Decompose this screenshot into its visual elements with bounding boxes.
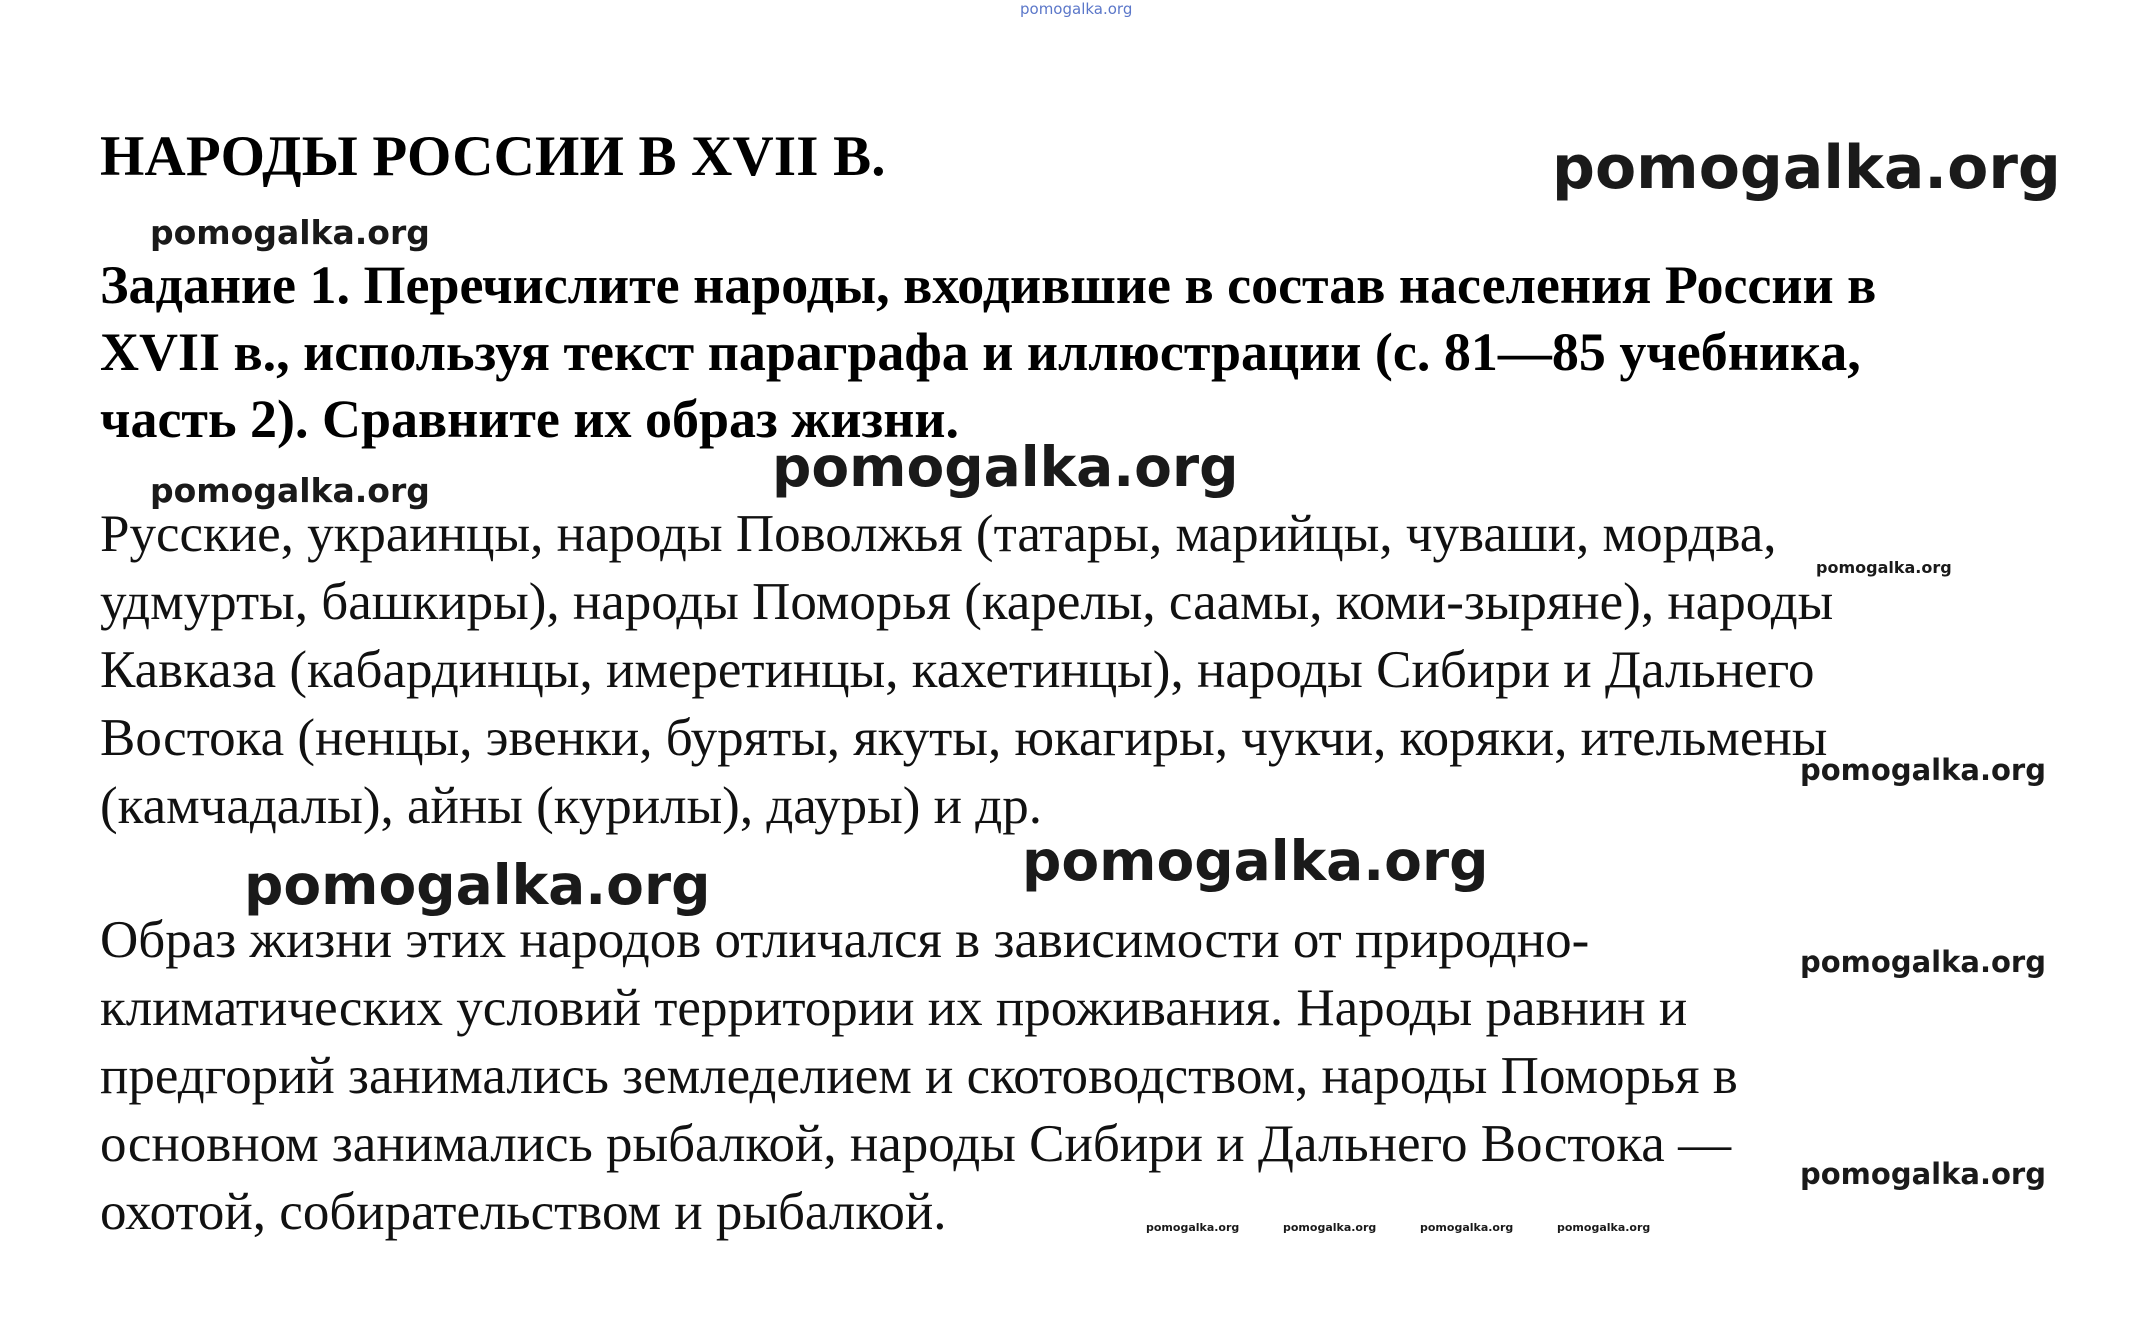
page-title: НАРОДЫ РОССИИ В XVII В. bbox=[100, 125, 886, 188]
answer-paragraph-lifestyle bbox=[100, 906, 2100, 1246]
answer-line: основном занимались рыбалкой, народы Сибири и Дальнего Востока — bbox=[100, 1115, 1732, 1173]
watermark: pomogalka.org bbox=[1816, 558, 1952, 577]
answer-line: климатических условий территории их проживания. Народы равнин и bbox=[100, 979, 1688, 1037]
task-line: часть 2). Сравните их образ жизни. bbox=[100, 389, 959, 449]
watermark: pomogalka.org bbox=[1146, 1221, 1240, 1234]
answer-line: охотой, собирательством и рыбалкой. bbox=[100, 1183, 947, 1241]
task-line: Задание 1. Перечислите народы, входившие в состав населения России в bbox=[100, 255, 1877, 315]
task-line: XVII в., используя текст параграфа и иллюстрации (с. 81—85 учебника, bbox=[100, 322, 1861, 382]
answer-line: (камчадалы), айны (курилы), дауры) и др. bbox=[100, 777, 1042, 835]
watermark: pomogalka.org bbox=[1800, 945, 2046, 979]
watermark: pomogalka.org bbox=[150, 213, 430, 252]
watermark: pomogalka.org bbox=[1800, 1157, 2046, 1191]
watermark: pomogalka.org bbox=[150, 471, 430, 510]
task-text bbox=[100, 252, 2060, 453]
answer-line: удмурты, башкиры), народы Поморья (карелы, саамы, коми-зыряне), народы bbox=[100, 573, 1834, 631]
watermark: pomogalka.org bbox=[1800, 753, 2046, 787]
answer-line: Русские, украинцы, народы Поволжья (татары, марийцы, чуваши, мордва, bbox=[100, 505, 1777, 563]
answer-line: предгорий занимались земледелием и скотоводством, народы Поморья в bbox=[100, 1047, 1738, 1105]
watermark: pomogalka.org bbox=[244, 853, 711, 917]
watermark: pomogalka.org bbox=[1022, 829, 1489, 893]
answer-line: Образ жизни этих народов отличался в зависимости от природно- bbox=[100, 911, 1590, 969]
watermark: pomogalka.org bbox=[1552, 133, 2061, 203]
watermark: pomogalka.org bbox=[1283, 1221, 1377, 1234]
watermark-top: pomogalka.org bbox=[1020, 0, 1133, 18]
answer-paragraph-peoples bbox=[100, 500, 2100, 840]
answer-line: Востока (ненцы, эвенки, буряты, якуты, юкагиры, чукчи, коряки, ительмены bbox=[100, 709, 1828, 767]
watermark: pomogalka.org bbox=[772, 435, 1239, 499]
watermark: pomogalka.org bbox=[1557, 1221, 1651, 1234]
answer-line: Кавказа (кабардинцы, имеретинцы, кахетинцы), народы Сибири и Дальнего bbox=[100, 641, 1815, 699]
watermark: pomogalka.org bbox=[1420, 1221, 1514, 1234]
